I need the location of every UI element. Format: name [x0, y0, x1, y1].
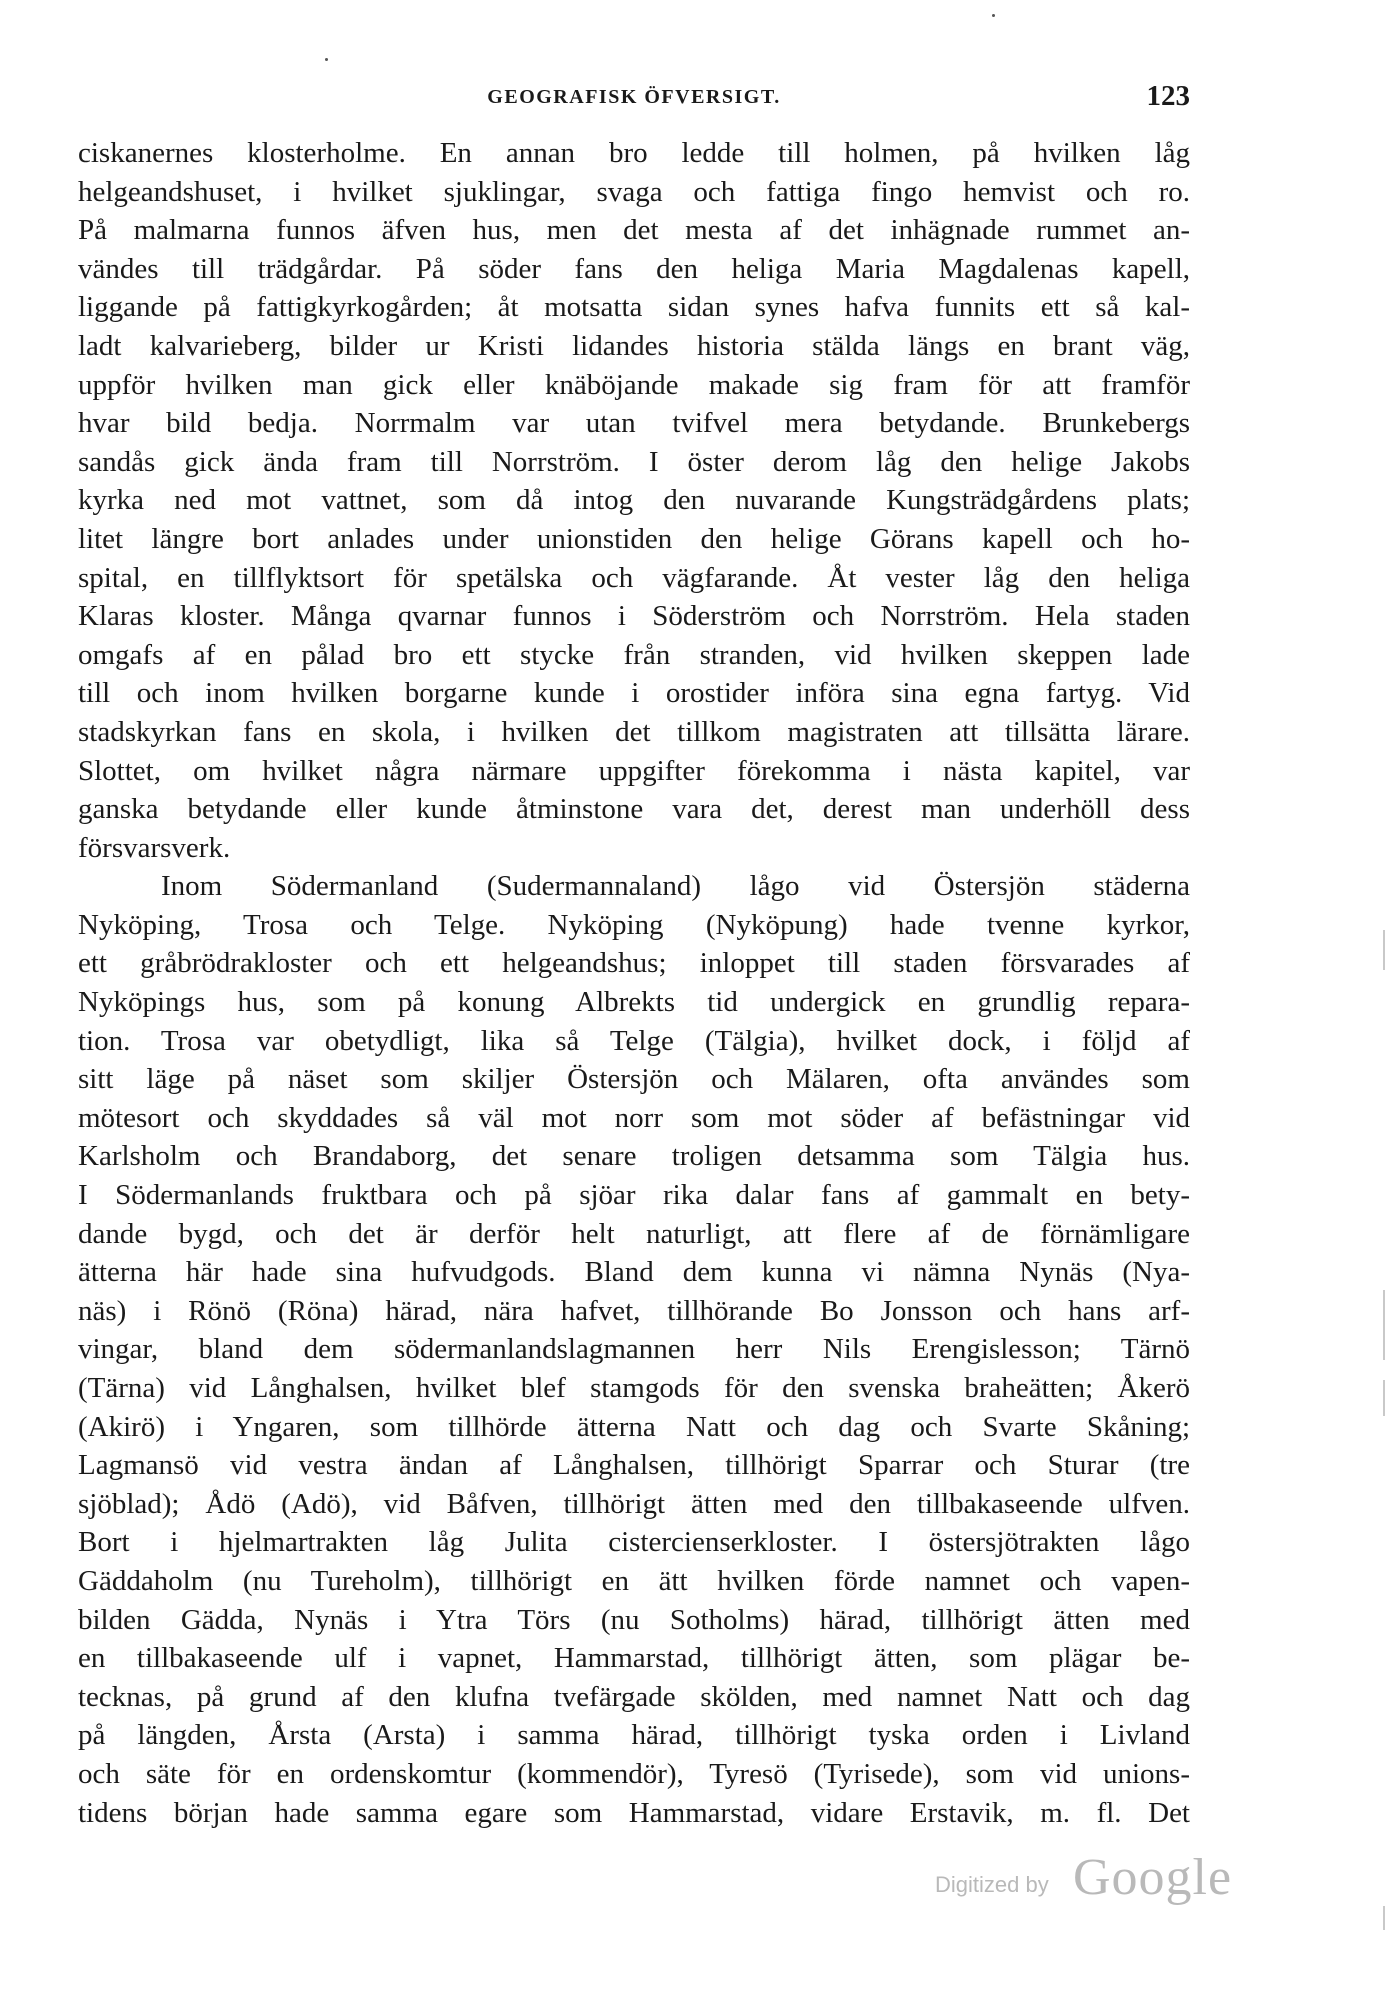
- text-line: helgeandshuset, i hvilket sjuklingar, svaga och fattiga fingo hemvist och ro.: [78, 175, 1190, 208]
- text-line: tidens början hade samma egare som Hammarstad, vidare Erstavik, m. fl. Det: [78, 1796, 1190, 1829]
- margin-scan-mark: [1383, 1290, 1385, 1360]
- text-line: uppför hvilken man gick eller knäböjande makade sig fram för att framför: [78, 368, 1190, 401]
- margin-scan-mark: [1383, 1380, 1385, 1416]
- text-line: Nyköping, Trosa och Telge. Nyköping (Nyköpung) hade tvenne kyrkor,: [78, 908, 1190, 941]
- text-line: Gäddaholm (nu Tureholm), tillhörigt en ätt hvilken förde namnet och vapen-: [78, 1564, 1190, 1597]
- text-line: Nyköpings hus, som på konung Albrekts tid undergick en grundlig repara-: [78, 986, 1190, 1019]
- text-line: vändes till trädgårdar. På söder fans den heliga Maria Magdalenas kapell,: [78, 252, 1190, 285]
- text-line: (Akirö) i Yngaren, som tillhörde ätterna Natt och dag och Svarte Skåning;: [78, 1410, 1190, 1443]
- running-title: GEOGRAFISK ÖFVERSIGT.: [487, 86, 781, 108]
- text-line: ciskanernes klosterholme. En annan bro ledde till holmen, på hvilken låg: [78, 137, 1190, 169]
- text-line: till och inom hvilken borgarne kunde i orostider införa sina egna fartyg. Vid: [78, 677, 1190, 710]
- text-line: (Tärna) vid Långhalsen, hvilket blef stamgods för den svenska braheätten; Åkerö: [78, 1372, 1190, 1404]
- body-text: [78, 134, 1190, 1832]
- text-line: på längden, Årsta (Arsta) i samma härad, tillhörigt tyska orden i Livland: [78, 1719, 1190, 1752]
- text-line: försvarsverk.: [78, 831, 231, 864]
- text-line: Karlsholm och Brandaborg, det senare troligen detsamma som Tälgia hus.: [78, 1140, 1190, 1173]
- margin-scan-mark: [1383, 1906, 1385, 1930]
- watermark-prefix: Digitized by: [935, 1872, 1049, 1897]
- text-line: vingar, bland dem södermanlandslagmannen herr Nils Erengislesson; Tärnö: [78, 1333, 1190, 1366]
- text-line: sjöblad); Ådö (Adö), vid Båfven, tillhörigt ätten med den tillbakaseende ulfven.: [78, 1487, 1190, 1520]
- text-line: tecknas, på grund af den klufna tvefärgade skölden, med namnet Natt och dag: [78, 1680, 1190, 1713]
- text-line: mötesort och skyddades så väl mot norr som mot söder af befästningar vid: [78, 1101, 1190, 1134]
- text-line: I Södermanlands fruktbara och på sjöar rika dalar fans af gammalt en bety-: [78, 1179, 1190, 1212]
- text-line: Slottet, om hvilket några närmare uppgifter förekomma i nästa kapitel, var: [78, 754, 1190, 787]
- scan-speck: [992, 14, 995, 17]
- text-line: ganska betydande eller kunde åtminstone vara det, derest man underhöll dess: [78, 793, 1190, 826]
- text-line: ett gråbrödrakloster och ett helgeandshus; inloppet till staden försvarades af: [78, 947, 1190, 980]
- margin-scan-mark: [1383, 930, 1385, 970]
- text-line: ladt kalvarieberg, bilder ur Kristi lidandes historia stälda längs en brant väg,: [78, 329, 1190, 362]
- text-line: omgafs af en pålad bro ett stycke från stranden, vid hvilken skeppen lade: [78, 638, 1190, 671]
- page-number: 123: [1146, 80, 1190, 112]
- text-line: sitt läge på näset som skiljer Östersjön och Mälaren, ofta användes som: [78, 1063, 1190, 1096]
- text-line: På malmarna funnos äfven hus, men det mesta af det inhägnade rummet an-: [78, 214, 1190, 247]
- text-line: Inom Södermanland (Sudermannaland) lågo vid Östersjön städerna: [161, 870, 1190, 903]
- text-line: Lagmansö vid vestra ändan af Långhalsen, tillhörigt Sparrar och Sturar (tre: [78, 1449, 1190, 1482]
- text-line: bilden Gädda, Nynäs i Ytra Törs (nu Sotholms) härad, tillhörigt ätten med: [78, 1603, 1190, 1636]
- text-line: och säte för en ordenskomtur (kommendör), Tyresö (Tyrisede), som vid unions-: [78, 1757, 1190, 1790]
- text-line: stadskyrkan fans en skola, i hvilken det tillkom magistraten att tillsätta lärare.: [78, 715, 1190, 748]
- google-logo: Google: [1073, 1849, 1233, 1906]
- running-head: [78, 80, 1190, 114]
- text-line: hvar bild bedja. Norrmalm var utan tvifvel mera betydande. Brunkebergs: [78, 407, 1190, 440]
- text-line: Klaras kloster. Många qvarnar funnos i Söderström och Norrström. Hela staden: [78, 600, 1190, 633]
- text-line: kyrka ned mot vattnet, som då intog den nuvarande Kungsträdgårdens plats;: [78, 484, 1190, 517]
- digitized-watermark: [935, 1848, 1235, 1908]
- text-line: liggande på fattigkyrkogården; åt motsatta sidan synes hafva funnits ett så kal-: [78, 291, 1190, 324]
- text-line: en tillbakaseende ulf i vapnet, Hammarstad, tillhörigt ätten, som plägar be-: [78, 1642, 1190, 1675]
- text-line: sandås gick ända fram till Norrström. I öster derom låg den helige Jakobs: [78, 445, 1190, 478]
- text-line: ätterna här hade sina hufvudgods. Bland dem kunna vi nämna Nynäs (Nya-: [78, 1256, 1190, 1289]
- scan-speck: [325, 58, 328, 61]
- text-line: spital, en tillflyktsort för spetälska och vägfarande. Åt vester låg den heliga: [78, 561, 1190, 594]
- text-line: tion. Trosa var obetydligt, lika så Telge (Tälgia), hvilket dock, i följd af: [78, 1024, 1190, 1057]
- text-line: dande bygd, och det är derför helt naturligt, att flere af de förnämligare: [78, 1217, 1190, 1250]
- text-line: näs) i Rönö (Röna) härad, nära hafvet, tillhörande Bo Jonsson och hans arf-: [78, 1294, 1190, 1327]
- text-line: litet längre bort anlades under unionstiden den helige Görans kapell och ho-: [78, 522, 1190, 555]
- text-line: Bort i hjelmartrakten låg Julita cistercienserkloster. I östersjötrakten lågo: [78, 1526, 1190, 1559]
